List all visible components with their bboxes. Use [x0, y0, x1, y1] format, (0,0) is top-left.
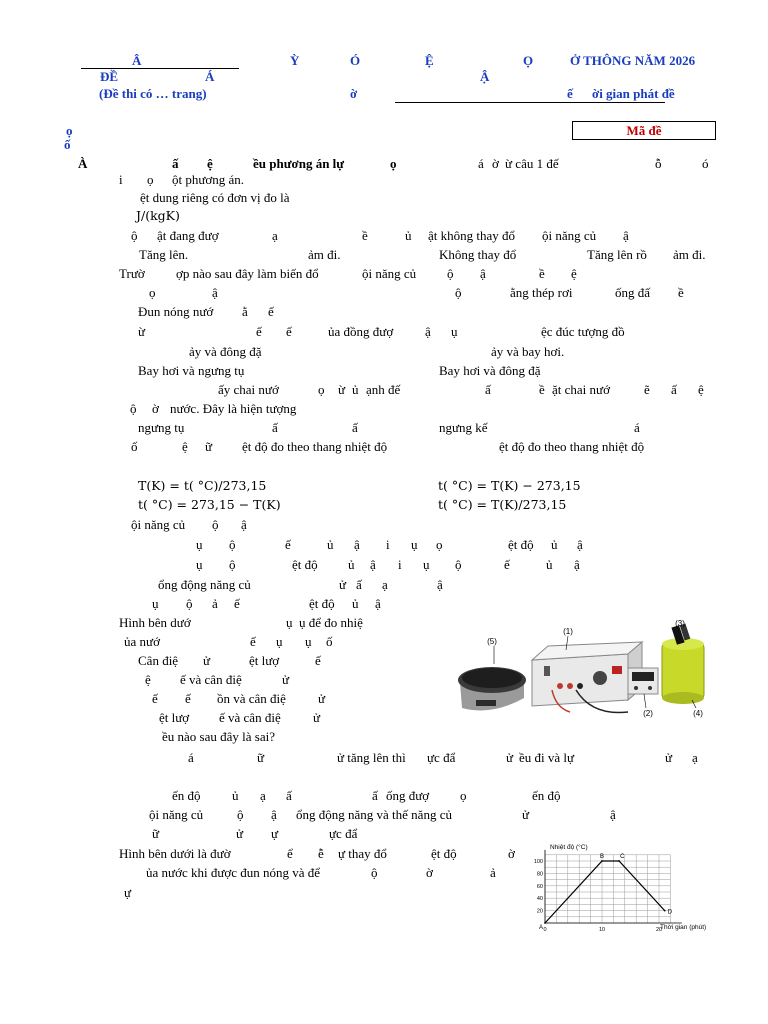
- q8-frag: ậ: [610, 807, 616, 822]
- q8-frag: ử: [506, 750, 514, 765]
- label-3: (3): [675, 619, 685, 628]
- header-frag-a3: Ậ: [480, 69, 490, 84]
- q7-frag: ậ: [577, 537, 583, 552]
- label-5: (5): [487, 637, 497, 646]
- calorimeter-icon: [662, 638, 704, 704]
- q4-frag: ế: [256, 324, 262, 339]
- q4-frag: ụ: [451, 324, 458, 339]
- q7-frag: ủ: [352, 596, 359, 611]
- part-frag-j: ó: [702, 156, 709, 171]
- q7-frag: i: [398, 557, 402, 572]
- label-4: (4): [693, 709, 703, 718]
- x-tick-label: 0: [543, 927, 547, 933]
- q7-frag: ệt độ: [309, 596, 335, 611]
- point-b: [601, 860, 603, 862]
- q2-frag: ậ: [623, 228, 629, 243]
- q7-frag: ủ: [546, 557, 553, 572]
- q6-frag: ệt độ đo theo thang nhiệt độ: [242, 439, 388, 454]
- q8-frag: ế: [185, 691, 191, 706]
- q3-frag: ống đấ: [615, 285, 651, 300]
- q6-option-a: T(K) = t( °C)/273,15: [138, 478, 267, 493]
- q4-frag: ảy và bay hơi.: [491, 344, 565, 359]
- q5-frag: ọ: [318, 382, 325, 397]
- q8-frag: ấ: [286, 788, 292, 803]
- q8-frag: ộ: [237, 807, 244, 822]
- q9-frag: ộ: [371, 865, 378, 880]
- q7-frag: ả: [212, 596, 218, 611]
- q2-option-c: Không thay đổ: [439, 247, 517, 262]
- q7-frag: ạ: [382, 577, 388, 592]
- q3-frag: ộ: [455, 285, 462, 300]
- q4-frag: ệc đúc tượng đồ: [541, 324, 625, 339]
- q6-option-b: t( °C) = T(K) − 273,15: [438, 478, 581, 493]
- part-frag-d: ều phương án lự: [253, 156, 345, 171]
- chart-xlabel: Thời gian (phút): [660, 924, 707, 931]
- q3-frag: ợp nào sau đây làm biến đổ: [176, 266, 319, 281]
- q2-frag: ề: [362, 228, 368, 243]
- header-frag-e: Ệ: [425, 53, 434, 68]
- q5-frag: ấy chai nướ: [218, 382, 279, 397]
- q1-answer: J/(kgK): [136, 208, 180, 223]
- q9-frag: ễ: [318, 846, 324, 861]
- q9-frag: ờ: [426, 865, 433, 880]
- part-frag-i: ỗ: [655, 156, 662, 171]
- y-tick-label: 80: [536, 871, 543, 878]
- q7-frag: ổng động năng củ: [158, 577, 251, 592]
- q9-frag: ệt độ: [431, 846, 457, 861]
- q7-frag: i: [386, 537, 390, 552]
- q2-option-d1: Tăng lên rồ: [587, 247, 647, 262]
- y-tick-label: 20: [536, 908, 543, 915]
- q8-frag: ử: [522, 807, 530, 822]
- q7-frag: ụ: [152, 596, 159, 611]
- q8-frag: ổng động năng và thế năng củ: [296, 807, 452, 822]
- q6-frag: ữ: [205, 439, 213, 454]
- point-label-b: B: [600, 854, 605, 860]
- q7-frag: ội năng củ: [131, 517, 186, 532]
- q3-frag: ội năng củ: [362, 266, 417, 281]
- q8-frag: ụ để đo nhiệ: [299, 615, 363, 630]
- header-de: ĐỀ: [100, 69, 119, 84]
- part-frag-b: ấ: [172, 156, 179, 171]
- header-time: ời gian phát đề: [592, 86, 675, 101]
- part-frag-c: ệ: [207, 156, 213, 171]
- q5-frag: ộ: [130, 401, 137, 416]
- q7-frag: ụ: [423, 557, 430, 572]
- q7-frag: ế: [504, 557, 510, 572]
- part-line2-b: ọ: [147, 172, 154, 187]
- q9-frag: ự thay đổ: [338, 846, 387, 861]
- point-a: [544, 922, 546, 924]
- y-tick-label: 40: [536, 896, 543, 903]
- q8-frag: ụ: [286, 615, 293, 630]
- q8-frag: ế và cân điệ: [219, 710, 281, 725]
- q2-frag: ật đang đượ: [157, 228, 219, 243]
- label-2: (2): [643, 709, 653, 718]
- q8-frag: ạ: [692, 750, 698, 765]
- q8-frag: ế: [315, 653, 321, 668]
- q5-frag: ấ: [671, 382, 677, 397]
- q3-frag: ế: [268, 304, 274, 319]
- q7-frag: ệt độ: [292, 557, 318, 572]
- q9-frag: ể: [287, 846, 293, 861]
- q8-frag: ều đi và lự: [519, 750, 575, 765]
- temperature-chart: [530, 840, 716, 944]
- q9-frag: ự: [124, 885, 132, 900]
- header-rule-right: [395, 102, 665, 103]
- q8-frag: ủ: [232, 788, 239, 803]
- q8-frag: Hình bên dướ: [119, 615, 191, 630]
- q8-frag: ấ: [372, 788, 378, 803]
- q3-frag: ằng thép rơi: [510, 285, 573, 300]
- q2-frag: ủ: [405, 228, 412, 243]
- q5-frag: ấ: [352, 420, 358, 435]
- q2-frag: ộ: [131, 228, 138, 243]
- q2-frag: ạ: [272, 228, 278, 243]
- q7-frag: ộ: [212, 517, 219, 532]
- q8-frag: ụ: [305, 634, 312, 649]
- q5-frag: á: [634, 420, 640, 435]
- q8-frag: ọ: [460, 788, 467, 803]
- q7-frag: ế: [285, 537, 291, 552]
- point-d: [664, 910, 666, 912]
- q8-frag: ử tăng lên thì: [337, 750, 406, 765]
- q7-frag: ụ: [411, 537, 418, 552]
- q7-frag: ụ: [196, 537, 203, 552]
- part-frag-f: á: [478, 156, 484, 171]
- y-tick-label: 60: [536, 883, 543, 890]
- q5-option-c: ngưng kế: [439, 420, 488, 435]
- label-1: (1): [563, 627, 573, 636]
- q7-frag: ộ: [186, 596, 193, 611]
- q7-frag: ậ: [370, 557, 376, 572]
- side-mark-1: ọ: [66, 123, 73, 138]
- q4-option-a: Bay hơi và ngưng tụ: [138, 363, 245, 378]
- header-frag-y: Ỳ: [290, 53, 300, 68]
- q3-frag: Trườ: [119, 266, 145, 281]
- header-title: Ở THÔNG NĂM 2026: [570, 53, 696, 68]
- q4-frag: ừ: [138, 324, 146, 339]
- q2-frag: ật không thay đổ: [428, 228, 516, 243]
- q5-option-a: ngưng tụ: [138, 420, 185, 435]
- point-label-d: D: [667, 909, 673, 916]
- q5-frag: ờ: [152, 401, 159, 416]
- q8-frag: ụ: [276, 634, 283, 649]
- q5-frag: ạnh đế: [366, 382, 401, 397]
- q8-frag: ệt lượ: [249, 653, 280, 668]
- q2-option-a: Tăng lên.: [139, 247, 189, 262]
- header-frag-a2: Á: [205, 69, 215, 84]
- y-tick-label: 100: [533, 859, 543, 865]
- q8-frag: ến độ: [172, 788, 201, 803]
- header-frag-a: Â: [132, 53, 142, 68]
- q9-frag: Hình bên dưới là đườ: [119, 846, 231, 861]
- side-mark-2: ố: [64, 137, 71, 152]
- q8-frag: ự: [271, 826, 279, 841]
- q8-frag: ội năng củ: [149, 807, 204, 822]
- q5-frag: ệ: [698, 382, 704, 397]
- q5-frag: ủ: [352, 382, 359, 397]
- q3-frag: ề: [539, 266, 545, 281]
- header-frag-e2: ế: [567, 86, 573, 101]
- q2-option-d2: ảm đi.: [673, 247, 706, 262]
- part-frag-a: À: [78, 156, 88, 171]
- q7-frag: ủ: [327, 537, 334, 552]
- q8-frag: ậ: [271, 807, 277, 822]
- q4-frag: ảy và đông đặ: [189, 344, 262, 359]
- q7-frag: ệt độ: [508, 537, 534, 552]
- q3-frag: ề: [678, 285, 684, 300]
- q6-option-d: t( °C) = T(K)/273,15: [438, 497, 567, 512]
- x-tick-label: 10: [598, 927, 606, 933]
- q7-frag: ộ: [229, 557, 236, 572]
- q7-frag: ậ: [437, 577, 443, 592]
- scale-icon: [458, 667, 526, 710]
- q5-frag: ấ: [272, 420, 278, 435]
- q8-frag: ồn và cân điệ: [217, 691, 286, 706]
- q2-frag: ội năng củ: [542, 228, 597, 243]
- q8-frag: ử: [282, 672, 290, 687]
- point-label-c: C: [620, 854, 625, 860]
- q8-frag: ến độ: [532, 788, 561, 803]
- q7-frag: ụ: [196, 557, 203, 572]
- q7-frag: ậ: [574, 557, 580, 572]
- q7-frag: ọ: [436, 537, 443, 552]
- part-frag-e: ọ: [390, 156, 397, 171]
- exam-code-box: [572, 121, 716, 140]
- q8-frag: ế và cân điệ: [180, 672, 242, 687]
- part-frag-g: ờ: [492, 156, 499, 171]
- q7-frag: ủ: [551, 537, 558, 552]
- q5-frag: ẽ: [644, 382, 650, 397]
- q5-frag: ặt chai nướ: [552, 382, 610, 397]
- q4-frag: ế: [286, 324, 292, 339]
- q2-option-b: ảm đi.: [308, 247, 341, 262]
- q8-frag: ử: [313, 710, 321, 725]
- header-frag-o3: ờ: [350, 86, 358, 101]
- exam-code-label: Mã đề: [626, 123, 662, 138]
- q3-frag: ệ: [571, 266, 577, 281]
- q7-frag: ủ: [348, 557, 355, 572]
- q3-frag: ậ: [480, 266, 486, 281]
- q7-frag: ộ: [229, 537, 236, 552]
- q4-frag: ậ: [425, 324, 431, 339]
- point-label-a: A: [539, 925, 544, 931]
- q3-frag: Đun nóng nướ: [138, 304, 214, 319]
- q6-frag: ố: [131, 439, 138, 454]
- q8-frag: Cân điệ: [138, 653, 179, 668]
- q8-frag: ực đẩ: [427, 750, 456, 765]
- point-c: [618, 860, 620, 862]
- q8-frag: ống đượ: [386, 788, 430, 803]
- q8-frag: ạ: [260, 788, 266, 803]
- q3-frag: ậ: [212, 285, 218, 300]
- header-frag-o: Ó: [350, 53, 361, 68]
- q8-frag: ử: [665, 750, 673, 765]
- q4-frag: ủa đồng đượ: [328, 324, 394, 339]
- part-line2-c: ột phương án.: [172, 172, 245, 187]
- chart-ylabel: Nhiệt độ (°C): [550, 844, 588, 851]
- q8-frag: ế: [152, 691, 158, 706]
- q8-frag: ế: [250, 634, 256, 649]
- q5-frag: ừ: [338, 382, 346, 397]
- q8-frag: ệ: [145, 672, 151, 687]
- q8-frag: ực đẩ: [329, 826, 358, 841]
- q8-frag: ử: [318, 691, 326, 706]
- q5-frag: ề: [539, 382, 545, 397]
- q1-stem: ệt dung riêng có đơn vị đo là: [140, 190, 290, 205]
- q3-frag: ằ: [242, 304, 248, 319]
- q7-frag: ộ: [455, 557, 462, 572]
- q8-frag: ữ: [257, 750, 265, 765]
- x-tick-label: 20: [655, 927, 663, 933]
- q7-frag: ử: [339, 577, 347, 592]
- header-note: (Đề thi có … trang): [99, 86, 207, 101]
- apparatus-figure: [452, 616, 712, 724]
- q8-frag: ữ: [152, 826, 160, 841]
- q8-frag: ệt lượ: [159, 710, 190, 725]
- part-line2-a: i: [119, 172, 123, 187]
- q8-frag: ử: [236, 826, 244, 841]
- q6-frag: ệ: [182, 439, 188, 454]
- q8-frag: á: [188, 750, 194, 765]
- q7-frag: ế: [234, 596, 240, 611]
- q9-frag: ờ: [508, 846, 515, 861]
- q3-frag: ộ: [447, 266, 454, 281]
- q8-frag: ủa nướ: [124, 634, 160, 649]
- q6-frag: ệt độ đo theo thang nhiệt độ: [499, 439, 645, 454]
- q4-option-b: Bay hơi và đông đặ: [439, 363, 541, 378]
- q7-frag: ấ: [356, 577, 362, 592]
- q5-frag: nước. Đây là hiện tượng: [170, 401, 297, 416]
- meter-icon: [628, 668, 658, 694]
- header-frag-o2: Ọ: [523, 53, 534, 68]
- q7-frag: ậ: [354, 537, 360, 552]
- q8-question: ều nào sau đây là sai?: [162, 729, 275, 744]
- q3-frag: ọ: [149, 285, 156, 300]
- q9-frag: ả: [490, 865, 496, 880]
- q8-frag: ố: [326, 634, 333, 649]
- q8-frag: ử: [203, 653, 211, 668]
- part-frag-h: ừ câu 1 đế: [505, 156, 559, 171]
- power-supply-icon: [532, 642, 642, 713]
- q7-frag: ậ: [375, 596, 381, 611]
- q7-frag: ậ: [241, 517, 247, 532]
- q9-frag: ủa nước khi được đun nóng và để: [146, 865, 321, 880]
- q6-option-c: t( °C) = 273,15 − T(K): [138, 497, 281, 512]
- q5-frag: ấ: [485, 382, 491, 397]
